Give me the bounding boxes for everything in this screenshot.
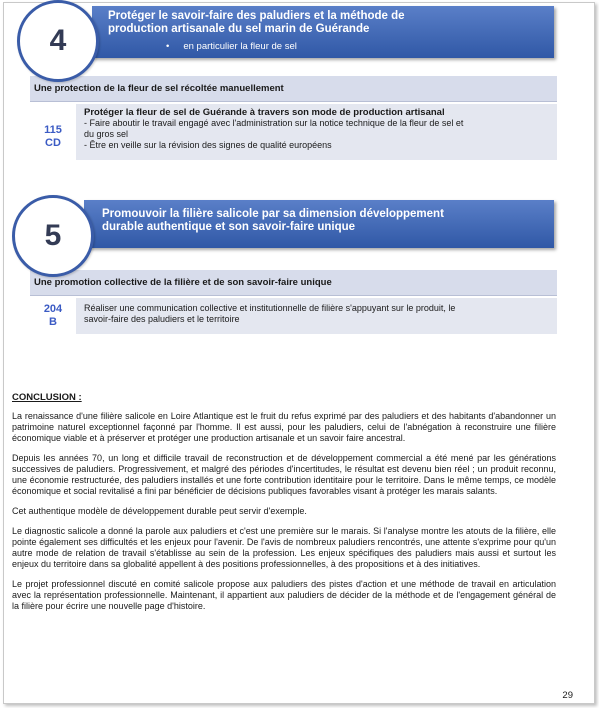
axis-4-header [92,6,554,58]
bullet-icon: • [166,41,170,52]
axis-4-action-text [84,107,551,151]
action-code-letters: B [49,316,57,328]
axis-4-number-badge: 4 [17,0,99,82]
axis-4-title-line2: production artisanale du sel marin de Guérande [108,23,370,35]
axis-4-section-title: Une protection de la fleur de sel récoltée manuellement [30,76,557,102]
axis-5-title-line2: durable authentique et son savoir-faire unique [102,221,356,233]
conclusion-paragraph: Cet authentique modèle de développement durable peut servir d'exemple. [12,506,307,516]
conclusion-paragraph: Depuis les années 70, un long et difficile travail de reconstruction et de développement commercial a été mené par les générations successives de paludiers. Progressivement, et malgré des périodes d'incertitudes, le résultat est devenu bien réel ; un produit reconnu, une économie restructurée, des paludiers installés et une forte contribution identitaire pour le territoire. Dans le même temps, ce modèle économique et social revitalisé a fini par bénéficier de décisions publiques favorables visant à protéger les marais salants. [12,453,556,496]
action-code-letters: CD [45,137,61,149]
conclusion-paragraph: Le projet professionnel discuté en comité salicole propose aux paludiers des pistes d'action et une méthode de travail en articulation avec la représentation professionnelle. Maintenant, il appartient aux paludiers de décider de la méthode et de l'engagement général de la filière pour écrire une nouvelle page d'histoire. [12,579,556,611]
axis-4-title-line1: Protéger le savoir-faire des paludiers et la méthode de [108,10,405,22]
action-code-number: 115 [44,124,62,136]
action-code-number: 204 [43,303,63,315]
axis-5-number-badge: 5 [12,195,94,277]
action-title: Protéger la fleur de sel de Guérande à travers son mode de production artisanal [84,107,445,118]
action-line: du gros sel [84,129,129,139]
axis-5-action-row [30,298,557,334]
axis-4-subtitle-row [108,40,544,53]
action-line: savoir-faire des paludiers et le territoire [84,314,240,324]
action-line: - Faire aboutir le travail engagé avec l'administration sur la notice technique de la fleur de sel et [84,118,464,128]
axis-5-action-text [84,303,551,325]
action-line: - Être en veille sur la révision des signes de qualité européens [84,140,332,150]
axis-4-subtitle: en particulier la fleur de sel [183,41,297,52]
axis-5-header [84,200,554,248]
conclusion-heading: CONCLUSION : [12,392,82,403]
conclusion-paragraph: Le diagnostic salicole a donné la parole aux paludiers et c'est une première sur le marais. Si l'analyse montre les atouts de la filière, elle pointe également ses difficultés et les enjeux pour l'avenir. De l'avis de nombreux paludiers rencontrés, une attente s'exprime pour qu'un autre mode de relation de travail s'établisse au sein de la profession. Les enjeux spécifiques des paludiers mais aussi et surtout les enjeux du territoire dans sa globalité appellent à des positions professionnelles, à des propositions et à des initiatives. [12,526,556,569]
axis-4-action-code [30,104,76,160]
conclusion-section [12,392,556,621]
axis-5-action-code [30,298,76,334]
page-number: 29 [562,690,573,701]
axis-4-action-row [30,104,557,160]
axis-5-title-line1: Promouvoir la filière salicole par sa dimension développement [102,208,444,220]
conclusion-paragraph: La renaissance d'une filière salicole en Loire Atlantique est le fruit du refus exprimé par des paludiers et des habitants d'abandonner un patrimoine naturel exceptionnel façonné par l'homme. Il est aussi, pour les paludiers, celui de l'abnégation à reconstruire une filière économique viable et à préserver et protéger une production artisanale et un savoir faire ancestral. [12,411,556,443]
action-line: Réaliser une communication collective et institutionnelle de filière s'appuyant sur le produit, le [84,303,456,313]
axis-5-section-title: Une promotion collective de la filière et de son savoir-faire unique [30,270,557,296]
